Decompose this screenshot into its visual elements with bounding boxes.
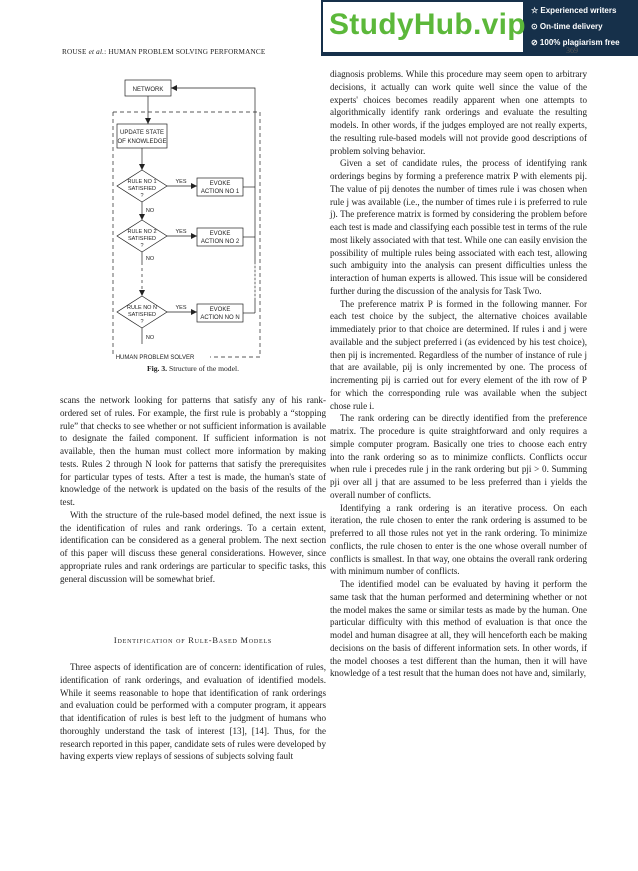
figure-caption xyxy=(60,364,326,373)
right-paragraph-3: The preference matrix P is formed in the following manner. For each test choice by the subject, the alternative choices available immediately prior to that choice are determined. If rules i and j were available and the subject preferred i (as evidenced by his test choice), then pij is incremented. Regardless of the number of instance of rule j that are available, pij is only incremented by one. The process of incrementing pij is carried out for every element of the ith row of P for which the corresponding rule was available when the subject chose rule i. xyxy=(330,298,587,411)
action-2-line1: EVOKE xyxy=(209,231,231,237)
studyhub-logo[interactable]: StudyHub.vip xyxy=(329,8,526,41)
feature-plagiarism-free: ⊘ 100% plagiarism free xyxy=(531,38,620,47)
feature-experienced-writers: ☆ Experienced writers xyxy=(531,6,617,15)
left-column-lower xyxy=(60,661,326,763)
left-column-upper xyxy=(60,394,326,585)
left-paragraph-1: scans the network looking for patterns that satisfy any of his rank-ordered set of rules. For example, the first rule is probably a “stopping rule” that checks to see whether or not sufficient information is available to designate the failed component. If sufficient information is not available, then the human must collect more information by making tests. Rules 2 through N look for patterns that satisfy the prerequisites for particular types of tests. After a test is made, the human's state of knowledge of the network is updated on the basis of the results of the test. xyxy=(60,395,326,507)
model-structure-figure xyxy=(95,74,275,362)
network-label: NETWORK xyxy=(132,87,164,93)
rule-1-line1: RULE NO 1 xyxy=(127,179,157,185)
page-number: 369 xyxy=(566,46,578,55)
rule-n-line2: SATISFIED xyxy=(127,312,157,318)
right-paragraph-4: The rank ordering can be directly identified from the preference matrix. The procedure is quite straightforward and only requires a simple computer program. Basically one tries to choose each entry into the rank ordering so as to minimize conflicts. Conflicts occur when rule i precedes rule j in the rank ordering but pji > 0. Summing pji over all j that are assumed to be less preferred than i yields the overall number of conflicts. xyxy=(330,413,587,500)
action-1-line2: ACTION NO 1 xyxy=(200,189,240,195)
no-label-2: NO xyxy=(145,256,155,262)
update-label-line1: UPDATE STATE xyxy=(119,130,165,136)
yes-label-2: YES xyxy=(175,229,187,235)
running-head-authors: ROUSE xyxy=(62,48,87,56)
rule-2-line2: SATISFIED xyxy=(127,236,157,242)
right-paragraph-6: The identified model can be evaluated by having it perform the same task that the human performed and determining whether or not the model makes the same or similar tests as made by the human. One particular difficulty with this method of evaluation is that once the model and human disagree at all, they will henceforth each be making decisions on the basis of different information sets. In other words, if the model chooses a test different than the human, then it will have knowledge of a test result that the human does not have and, similarly, xyxy=(330,579,587,679)
action-2-line2: ACTION NO 2 xyxy=(200,239,240,245)
action-n-line1: EVOKE xyxy=(209,307,231,313)
rule-2-line1: RULE NO 2 xyxy=(127,229,157,235)
no-label-n: NO xyxy=(145,335,155,341)
rule-1-line3: ? xyxy=(140,193,144,199)
right-paragraph-1: diagnosis problems. While this procedure may seem open to arbitrary decisions, it actually can work quite well since the value of the experts' choices becomes readily apparent when one attempts to algorithmically identify rank orderings and evaluate the resulting models. In other words, if the judges employed are not really experts, the resulting rule-based models will not provide good descriptions of problem solving behavior. xyxy=(330,69,587,156)
right-paragraph-2: Given a set of candidate rules, the process of identifying rank orderings begins by forming a preference matrix P with elements pij. The value of pij denotes the number of times rule i was chosen when rule j was available (i.e., the number of times rule i is preferred to rule j). The preference matrix is formed by considering the problem before each test is made and classifying each possible test in terms of the rule most likely associated with that test. While one can easily envision the possibility of multiple rules being associated with each test, allowing such ambiguity into the analysis can present difficulties unless the interaction of human experts is allowed. This issue will be considered further during the discussion of the analysis for Task Two. xyxy=(330,158,587,296)
action-n-line2: ACTION NO N xyxy=(200,315,240,321)
action-1-line1: EVOKE xyxy=(209,181,231,187)
figure-caption-text: Structure of the model. xyxy=(168,364,239,373)
yes-label-1: YES xyxy=(175,179,187,185)
update-label-line2: OF KNOWLEDGE xyxy=(117,139,167,145)
right-column xyxy=(330,68,587,680)
running-header xyxy=(62,48,265,56)
rule-n-line1: RULE NO N xyxy=(127,305,157,311)
rule-2-line3: ? xyxy=(140,243,144,249)
left-paragraph-2: With the structure of the rule-based model defined, the next issue is the identification of rules and rank orderings. To a certain extent, identification can be considered as a general problem. The next section of this paper will discuss these general considerations. However, since appropriate rules and rank orderings are particular to specific tasks, this general discussion will be somewhat brief. xyxy=(60,509,326,584)
no-label-1: NO xyxy=(145,208,155,214)
rule-1-line2: SATISFIED xyxy=(127,186,157,192)
studyhub-banner[interactable] xyxy=(321,0,638,56)
human-problem-solver-label: HUMAN PROBLEM SOLVER xyxy=(115,355,195,361)
rule-n-line3: ? xyxy=(140,319,144,325)
left-paragraph-3: Three aspects of identification are of concern: identification of rules, identification of rank orderings, and evaluation of identified models. While it seems reasonable to hope that identification of rank orderings and evaluation could be performed with a computer program, it appears that identification of rules is best left to the judgment of humans who thoroughly understand the task of interest [13], [14]. Thus, for the research reported in this paper, candidate sets of rules were developed by having experts view replays of sessions of subjects solving fault xyxy=(60,662,326,762)
feature-on-time-delivery: ⊙ On-time delivery xyxy=(531,22,603,31)
running-head-title: : HUMAN PROBLEM SOLVING PERFORMANCE xyxy=(104,48,266,56)
yes-label-n: YES xyxy=(175,305,187,311)
running-head-etal: et al. xyxy=(88,48,105,56)
figure-caption-label: Fig. 3. xyxy=(147,364,168,373)
right-paragraph-5: Identifying a rank ordering is an iterative process. On each iteration, the rule chosen to enter the rank ordering is assumed to be preferred to all those rules not yet in the rank ordering. To minimize conflicts, the rule chosen to enter is the one whose overall number of conflicts is smallest. In that way, one obtains the overall rank ordering with minimum number of conflicts. xyxy=(330,502,587,577)
section-title: Identification of Rule-Based Models xyxy=(113,636,273,645)
